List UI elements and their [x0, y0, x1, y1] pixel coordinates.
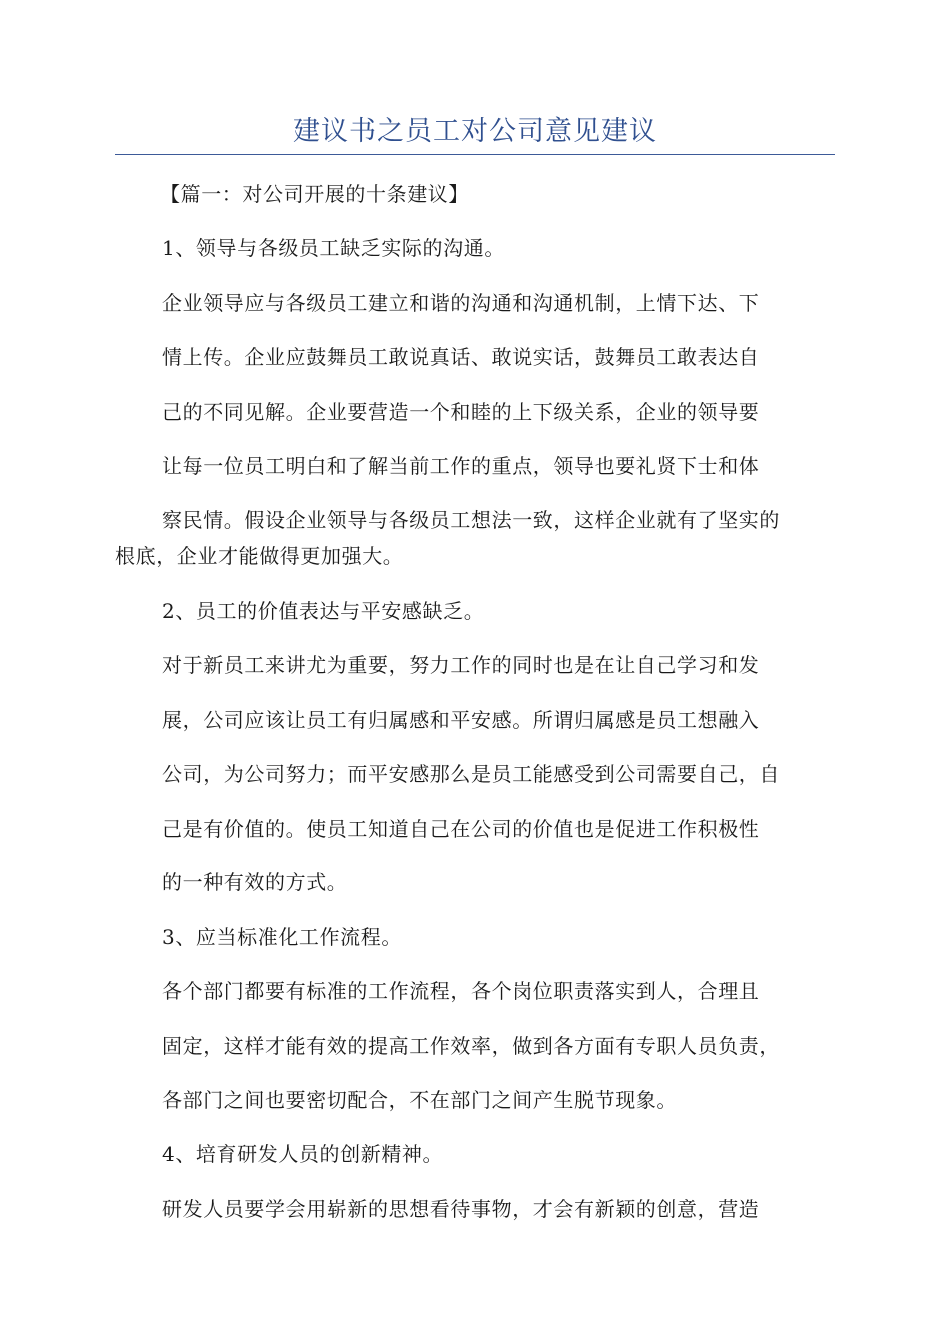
item-heading-4: 4、培育研发人员的创新精神。: [162, 1142, 444, 1166]
paragraph-line: 情上传。企业应鼓舞员工敢说真话、敢说实话，鼓舞员工敢表达自: [162, 345, 760, 369]
paragraph-line: 己的不同见解。企业要营造一个和睦的上下级关系，企业的领导要: [162, 400, 760, 424]
paragraph-line: 各部门之间也要密切配合，不在部门之间产生脱节现象。: [162, 1088, 677, 1112]
section-heading: 【篇一：对公司开展的十条建议】: [160, 182, 469, 206]
paragraph-line: 让每一位员工明白和了解当前工作的重点，领导也要礼贤下士和体: [162, 454, 760, 478]
item-heading-1: 1、领导与各级员工缺乏实际的沟通。: [162, 236, 505, 260]
paragraph-line: 展，公司应该让员工有归属感和平安感。所谓归属感是员工想融入: [162, 708, 760, 732]
paragraph-line: 企业领导应与各级员工建立和谐的沟通和沟通机制，上情下达、下: [162, 291, 760, 315]
item-heading-2: 2、员工的价值表达与平安感缺乏。: [162, 599, 485, 623]
document-title: 建议书之员工对公司意见建议: [293, 116, 657, 147]
paragraph-line: 固定，这样才能有效的提高工作效率，做到各方面有专职人员负责，: [162, 1034, 780, 1058]
title-underline: [115, 154, 835, 155]
paragraph-line: 对于新员工来讲尤为重要，努力工作的同时也是在让自己学习和发: [162, 653, 760, 677]
paragraph-line: 根底，企业才能做得更加强大。: [115, 544, 404, 568]
paragraph-line: 研发人员要学会用崭新的思想看待事物，才会有新颖的创意，营造: [162, 1197, 760, 1221]
paragraph-line: 察民情。假设企业领导与各级员工想法一致，这样企业就有了坚实的: [162, 508, 780, 532]
paragraph-line: 己是有价值的。使员工知道自己在公司的价值也是促进工作积极性: [162, 817, 760, 841]
paragraph-line: 公司，为公司努力；而平安感那么是员工能感受到公司需要自己，自: [162, 762, 780, 786]
paragraph-line: 各个部门都要有标准的工作流程，各个岗位职责落实到人，合理且: [162, 979, 760, 1003]
item-heading-3: 3、应当标准化工作流程。: [162, 925, 402, 949]
paragraph-line: 的一种有效的方式。: [162, 870, 348, 894]
